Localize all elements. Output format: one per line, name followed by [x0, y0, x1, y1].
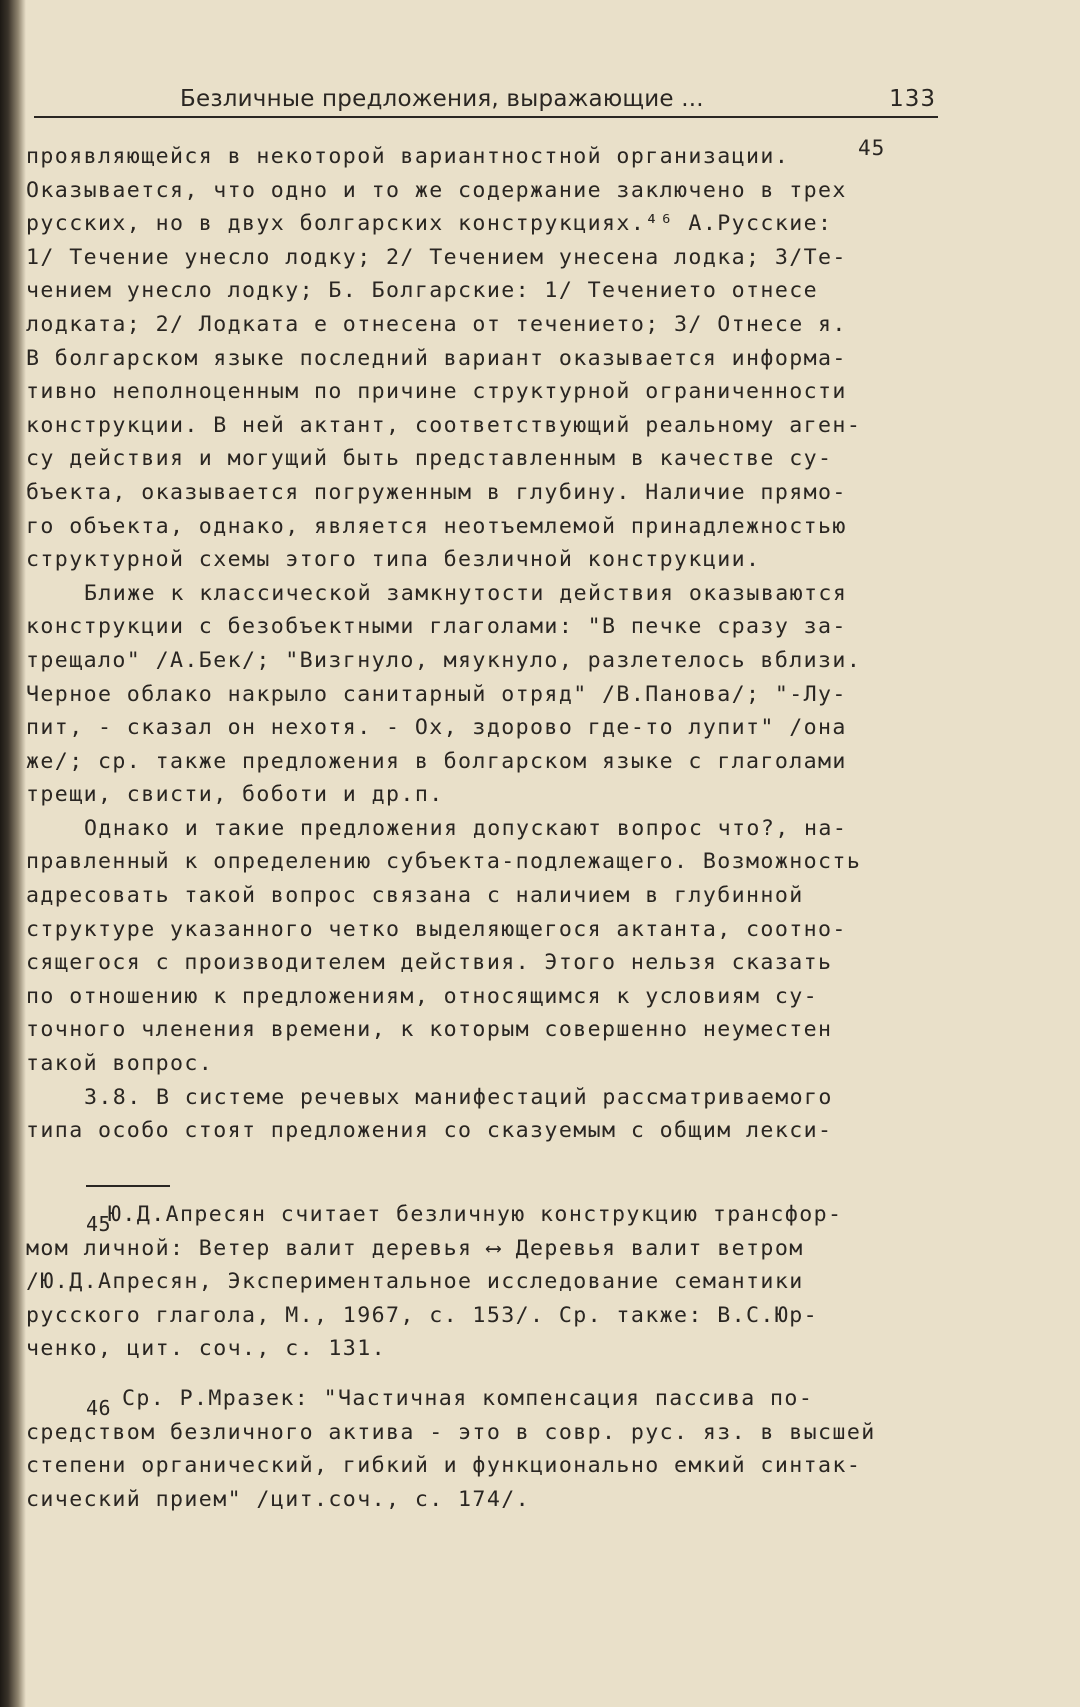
text-line: типа особо стоят предложения со сказуемым с общим лекси-: [26, 1118, 833, 1144]
text-line: структурной схемы этого типа безличной конструкции.: [26, 547, 761, 573]
text-line: чением унесло лодку; Б. Болгарские: 1/ Течението отнесе: [26, 278, 819, 304]
text-line: правленный к определению субъекта-подлежащего. Возможность: [26, 849, 862, 875]
text-line: сящегося с производителем действия. Этого нельзя сказать: [26, 950, 833, 976]
text-line: проявляющейся в некоторой вариантностной организации.: [26, 144, 790, 169]
footnote-line: сический прием" /цит.соч., с. 174/.: [26, 1486, 531, 1512]
text-line: структуре указанного четко выделяющегося актанта, соотно-: [26, 916, 847, 942]
footnote-46: [26, 1382, 956, 1516]
text-line: су действия и могущий быть представленным в качестве су-: [26, 446, 833, 472]
text-line: такой вопрос.: [26, 1051, 214, 1077]
text-line: точного членения времени, к которым совершенно неуместен: [26, 1017, 833, 1043]
footnote-text: Ю.Д.Апресян считает безличную конструкцию трансфор-: [108, 1202, 843, 1227]
text-line: по отношению к предложениям, относящимся к условиям су-: [26, 983, 819, 1009]
footnote-line: средством безличного актива - это в совр. рус. яз. в высшей: [26, 1419, 876, 1445]
text-line: бъекта, оказывается погруженным в глубину. Наличие прямо-: [26, 479, 847, 505]
text-line: адресовать такой вопрос связана с наличием в глубинной: [26, 883, 804, 909]
text-line: 1/ Течение унесло лодку; 2/ Течением унесена лодка; 3/Те-: [26, 244, 847, 270]
text-line: Оказывается, что одно и то же содержание заключено в трех: [26, 177, 847, 203]
text-line: трещало" /А.Бек/; "Визгнуло, мяукнуло, разлетелось вблизи.: [26, 647, 862, 673]
text-line: лодката; 2/ Лодката е отнесена от течението; 3/ Отнесе я.: [26, 311, 847, 337]
footnote-line: мом личной: Ветер валит деревья ⟷ Деревья валит ветром: [26, 1235, 804, 1261]
footnote-line: /Ю.Д.Апресян, Экспериментальное исследование семантики: [26, 1269, 804, 1295]
footnote-separator: [86, 1185, 170, 1187]
text-line: 3.8. В системе речевых манифестаций рассматриваемого: [84, 1084, 833, 1110]
footnote-reference-45: 45: [858, 136, 886, 160]
footnote-line: ченко, цит. соч., с. 131.: [26, 1336, 387, 1362]
text-line: конструкции. В ней актант, соответствующий реальному аген-: [26, 412, 862, 438]
text-line: го объекта, однако, является неотъемлемой принадлежностью: [26, 513, 847, 539]
running-header: [34, 84, 938, 118]
footnote-line: 46 Ср. Р.Мразек: "Частичная компенсация пассива по-: [26, 1382, 956, 1416]
running-header-title: Безличные предложения, выражающие ...: [180, 86, 704, 112]
footnote-line: 45 Ю.Д.Апресян считает безличную конструкцию трансфор-: [26, 1198, 956, 1232]
text-line: же/; ср. также предложения в болгарском языке с глаголами: [26, 748, 847, 774]
body-text: [26, 140, 956, 1148]
footnote-line: русского глагола, М., 1967, с. 153/. Ср. также: В.С.Юр-: [26, 1302, 819, 1328]
text-line: Черное облако накрыло санитарный отряд" /В.Панова/; "-Лу-: [26, 681, 847, 707]
text-line: Однако и такие предложения допускают вопрос что?, на-: [84, 815, 848, 841]
footnote-45: [26, 1198, 956, 1366]
text-line: Ближе к классической замкнутости действия оказываются: [84, 580, 848, 606]
text-line: трещи, свисти, боботи и др.п.: [26, 782, 444, 808]
text-line: В болгарском языке последний вариант оказывается информа-: [26, 345, 847, 371]
footnote-text: Ср. Р.Мразек: "Частичная компенсация пассива по-: [122, 1385, 814, 1411]
text-line: тивно неполноценным по причине структурной ограниченности: [26, 379, 847, 405]
footnotes: [26, 1198, 956, 1516]
text-line: русских, но в двух болгарских конструкциях.⁴⁶ А.Русские:: [26, 211, 833, 237]
page-number: 133: [889, 86, 936, 112]
text-line: пит, - сказал он нехотя. - Ох, здорово где-то лупит" /она: [26, 715, 847, 741]
footnote-line: степени органический, гибкий и функционально емкий синтак-: [26, 1453, 862, 1479]
text-line: конструкции с безобъектными глаголами: "В печке сразу за-: [26, 614, 847, 640]
